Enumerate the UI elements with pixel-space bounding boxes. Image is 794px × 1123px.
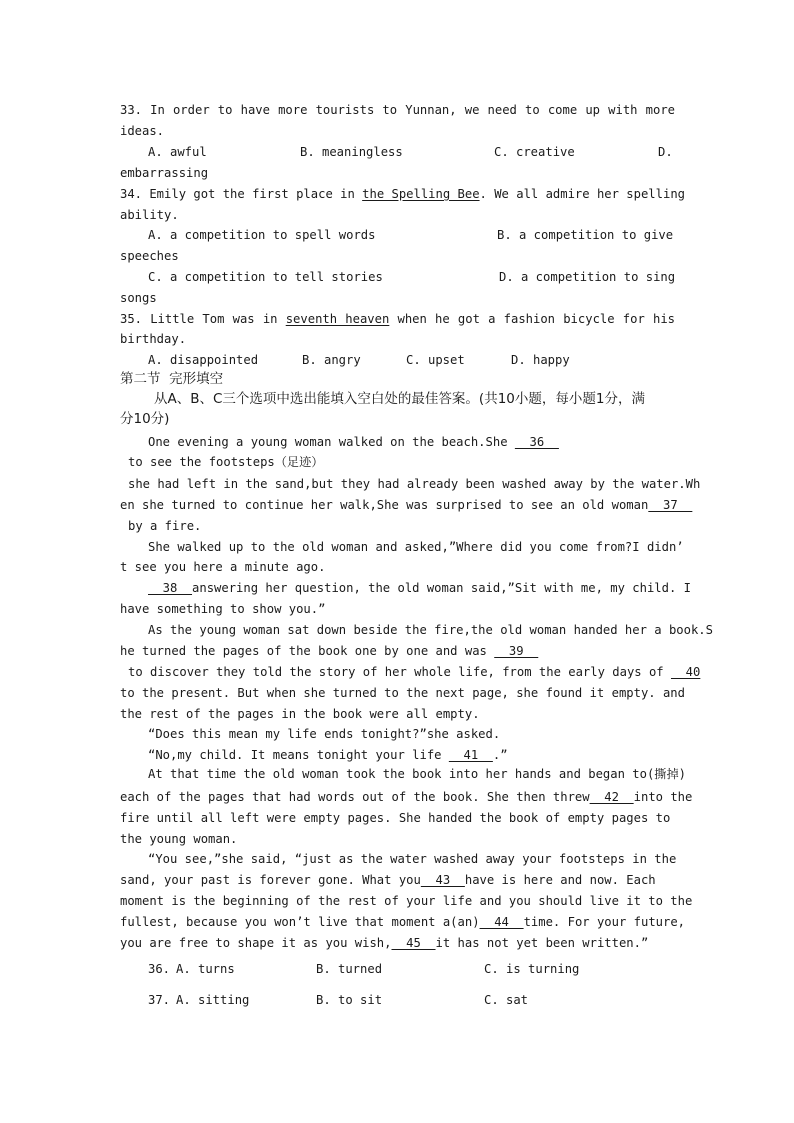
q37-option-c: C. sat [484, 993, 529, 1007]
q36-option-a: A. turns [176, 962, 235, 976]
q33-stem: 33. In order to have more tourists to Yunnan, we need to come up with more [120, 103, 675, 117]
q34-option-c: C. a competition to tell stories [148, 270, 383, 284]
q35-option-b: B. angry [302, 353, 361, 367]
q35-underlined-phrase: seventh heaven [285, 312, 390, 326]
q33-option-c: C. creative [494, 145, 575, 159]
blank-39: 39 [494, 644, 539, 658]
q36-option-c: C. is turning [484, 962, 580, 976]
passage-line: fullest, because you won’t live that moment a(an) 44 time. For your future, [120, 915, 686, 929]
passage-line: the rest of the pages in the book were all empty. [120, 707, 480, 721]
q37-option-a: A. sitting [176, 993, 250, 1007]
q36-number: 36. [148, 962, 171, 976]
passage-line: by a fire. [128, 519, 202, 533]
blank-40: 40 [670, 665, 701, 679]
passage-line: she had left in the sand,but they had already been washed away by the water.Wh [128, 477, 701, 491]
q35-option-d: D. happy [511, 353, 570, 367]
section-title: 第二节 完形填空 [120, 371, 224, 387]
q35-stem-cont: birthday. [120, 332, 187, 346]
passage-line: you are free to shape it as you wish, 45 it has not yet been written.” [120, 936, 649, 950]
q36-option-b: B. turned [316, 962, 383, 976]
passage-line: “No,my child. It means tonight your life 41 .” [148, 748, 508, 762]
blank-36: 36 [514, 435, 559, 449]
q33-stem-cont: ideas. [120, 124, 165, 138]
q34-option-a: A. a competition to spell words [148, 228, 376, 242]
passage-line: to discover they told the story of her whole life, from the early days of 40 [128, 665, 701, 679]
q34-stem-cont: ability. [120, 208, 179, 222]
passage-line: the young woman. [120, 832, 238, 846]
passage-line: en she turned to continue her walk,She was surprised to see an old woman 37 [120, 498, 693, 512]
passage-line: At that time the old woman took the book into her hands and began to(撕掉) [148, 767, 686, 781]
q35-option-c: C. upset [406, 353, 465, 367]
q34-option-b: B. a competition to give [497, 228, 674, 242]
q34-option-d-cont: songs [120, 291, 157, 305]
q34-option-b-cont: speeches [120, 249, 179, 263]
blank-45: 45 [391, 936, 436, 950]
passage-line: to see the footsteps（足迹） [128, 455, 324, 469]
passage-line: each of the pages that had words out of the book. She then threw 42 into the [120, 790, 693, 804]
q33-option-d: D. [658, 145, 673, 159]
q33-option-a: A. awful [148, 145, 207, 159]
passage-line: “Does this mean my life ends tonight?”she asked. [148, 727, 501, 741]
passage-line: fire until all left were empty pages. She handed the book of empty pages to [120, 811, 671, 825]
q35-option-a: A. disappointed [148, 353, 259, 367]
q37-number: 37. [148, 993, 171, 1007]
blank-42: 42 [589, 790, 634, 804]
passage-line: One evening a young woman walked on the beach.She 36 [148, 435, 559, 449]
section-instruction: 从A、B、C三个选项中选出能填入空白处的最佳答案。(共10小题，每小题1分，满 [154, 391, 645, 407]
passage-line: have something to show you.” [120, 602, 326, 616]
q34-stem: 34. Emily got the first place in the Spelling Bee. We all admire her spelling [120, 187, 685, 201]
passage-line: he turned the pages of the book one by one and was 39 [120, 644, 539, 658]
q35-stem: 35. Little Tom was in seventh heaven when he got a fashion bicycle for his [120, 312, 675, 326]
q37-option-b: B. to sit [316, 993, 383, 1007]
passage-line: She walked up to the old woman and asked,”Where did you come from?I didn’ [148, 540, 684, 554]
blank-43: 43 [420, 873, 465, 887]
q33-option-b: B. meaningless [300, 145, 403, 159]
q34-underlined-phrase: the Spelling Bee [362, 187, 480, 201]
blank-38: 38 [148, 581, 193, 595]
blank-41: 41 [448, 748, 493, 762]
passage-line: moment is the beginning of the rest of your life and you should live it to the [120, 894, 693, 908]
blank-44: 44 [479, 915, 524, 929]
q34-option-d: D. a competition to sing [499, 270, 676, 284]
passage-line: sand, your past is forever gone. What you 43 have is here and now. Each [120, 873, 656, 887]
passage-line: As the young woman sat down beside the fire,the old woman handed her a book.S [148, 623, 713, 637]
passage-line: t see you here a minute ago. [120, 560, 326, 574]
passage-line: to the present. But when she turned to the next page, she found it empty. and [120, 686, 685, 700]
passage-line: “You see,”she said, “just as the water washed away your footsteps in the [148, 852, 677, 866]
passage-line: 38 answering her question, the old woman said,”Sit with me, my child. I [148, 581, 691, 595]
q33-option-d-cont: embarrassing [120, 166, 209, 180]
section-instruction-cont: 分10分) [120, 411, 170, 427]
blank-37: 37 [648, 498, 693, 512]
